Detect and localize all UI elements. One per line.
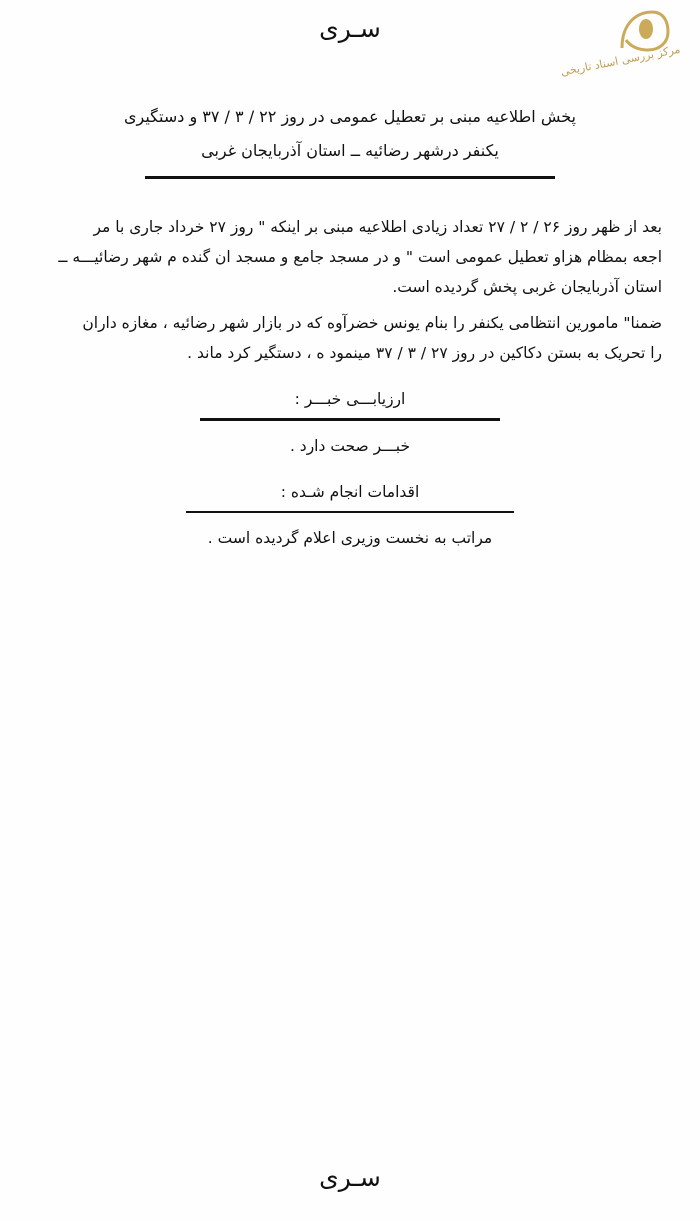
actions-spacer <box>38 513 662 523</box>
paragraph-1 <box>38 212 662 302</box>
document-title-block <box>0 100 700 179</box>
actions-section <box>38 477 662 554</box>
document-body <box>38 212 662 553</box>
evaluation-spacer <box>38 421 662 431</box>
evaluation-section <box>38 384 662 461</box>
paragraph-2 <box>38 308 662 368</box>
actions-heading <box>38 477 662 507</box>
paragraph-1-line-3: استان آذربایجان غربی پخش گردیده است. <box>392 278 662 296</box>
page-title-line-1: پخش اطلاعیه مبنی بر تعطیل عمومی در روز ۲۲ / ۳ / ۳۷ و دستگیری <box>123 107 576 126</box>
evaluation-heading-colon: : <box>294 390 300 408</box>
paragraph-2-line-1: ضمنا" مامورین انتظامی یکنفر را بنام یونس خضرآوه که در بازار شهر رضائیه ، مغازه داران <box>82 314 662 332</box>
page-title-line-2: یکنفر درشهر رضائیه ــ استان آذربایجان غربی <box>201 141 499 160</box>
paragraph-1-line-2: اجعه بمظام هزاو تعطیل عمومی است " و در مسجد جامع و مسجد ان گنده م شهر رضائیـــه ــ <box>58 248 662 266</box>
watermark-text: مرکز بررسی اسناد تاریخی <box>559 42 682 79</box>
title-underline <box>145 176 555 179</box>
evaluation-heading-text: ارزیابـــی خبـــر <box>304 390 406 408</box>
evaluation-heading <box>38 384 662 414</box>
classification-marking-top: سـری <box>319 14 381 43</box>
actions-body: مراتب به نخست وزیری اعلام گردیده است . <box>207 529 493 547</box>
paragraph-1-line-1: بعد از ظهر روز ۲۶ / ۲ / ۲۷ تعداد زیادی اطلاعیه مبنی بر اینکه " روز ۲۷ خرداد جاری با مر <box>93 218 662 236</box>
classification-marking-bottom: سـری <box>319 1163 381 1192</box>
actions-heading-text: اقدامات انجام شـده <box>290 482 420 501</box>
actions-heading-colon: : <box>280 482 286 501</box>
evaluation-body: خبـــر صحت دارد . <box>289 436 411 455</box>
paragraph-2-line-2: را تحریک به بستن دکاکین در روز ۲۷ / ۳ / ۳۷ مینمود ه ، دستگیر کرد ماند . <box>187 344 662 362</box>
